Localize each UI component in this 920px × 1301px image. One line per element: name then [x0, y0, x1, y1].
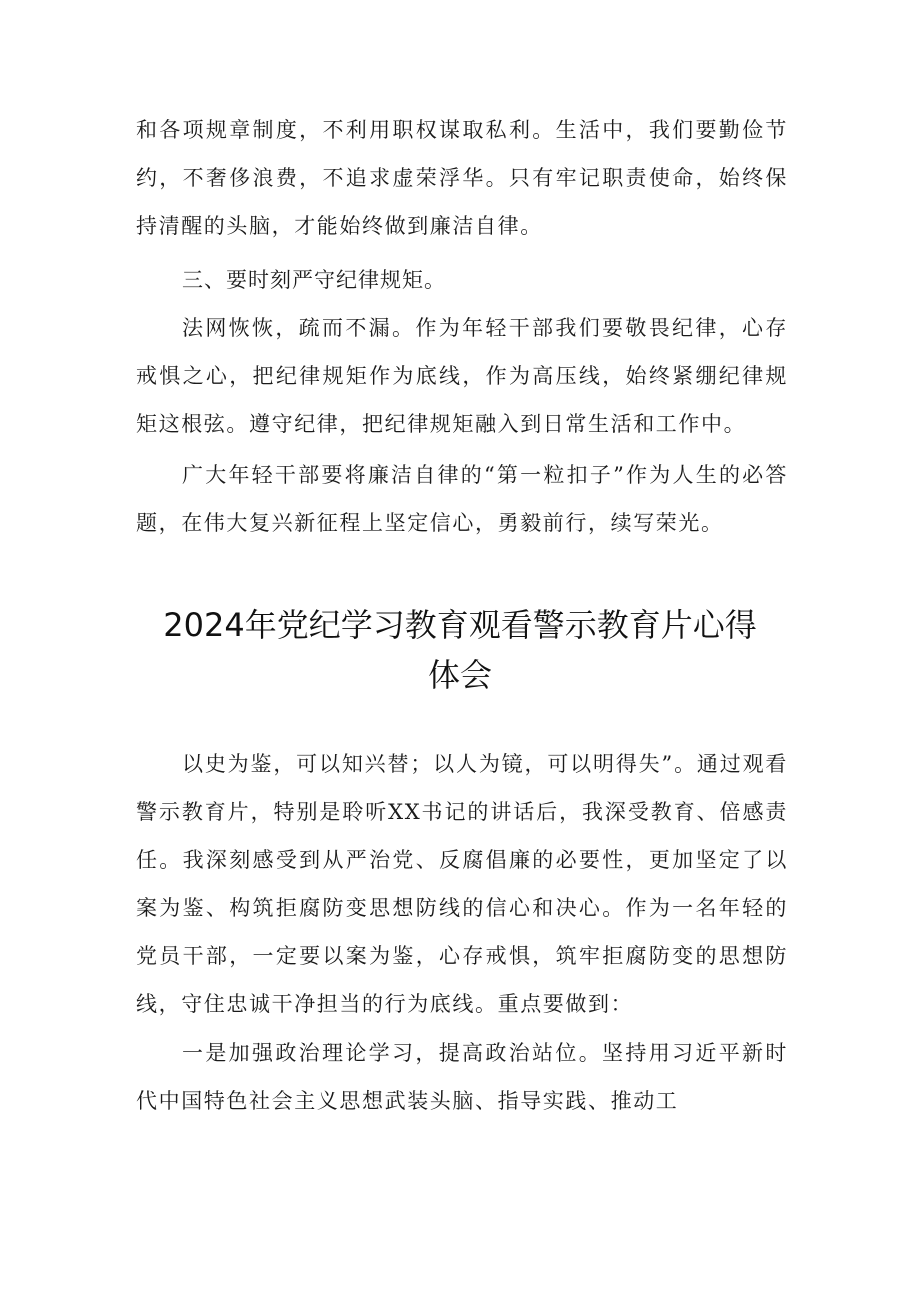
document-title: [110, 600, 810, 700]
paragraph-intro: 以史为鉴，可以知兴替；以人为镜，可以明得失”。通过观看警示教育片，特别是聆听XX书记的讲话后，我深受教育、倍感责任。我深刻感受到从严治党、反腐倡廉的必要性，更加坚定了以案为鉴、构筑拒腐防变思想防线的信心和决心。作为一名年轻的党员干部，一定要以案为鉴，心存戒惧，筑牢拒腐防变的思想防线，守住忠诚干净担当的行为底线。重点要做到：: [136, 752, 788, 1016]
paragraph-point-one: 一是加强政治理论学习，提高政治站位。坚持用习近平新时代中国特色社会主义思想武装头脑、指导实践、推动工: [136, 1041, 788, 1113]
paragraph-continuation: 和各项规章制度，不利用职权谋取私利。生活中，我们要勤俭节约，不奢侈浪费，不追求虚荣浮华。只有牢记职责使命，始终保持清醒的头脑，才能始终做到廉洁自律。: [136, 118, 788, 238]
paragraph-discipline: 法网恢恢，疏而不漏。作为年轻干部我们要敬畏纪律，心存戒惧之心，把纪律规矩作为底线，作为高压线，始终紧绷纪律规矩这根弦。遵守纪律，把纪律规矩融入到日常生活和工作中。: [136, 316, 788, 436]
section-heading: 三、要时刻严守纪律规矩。: [182, 268, 446, 292]
document-title-line1: 2024年党纪学习教育观看警示教育片心得: [163, 606, 757, 644]
paragraph-conclusion: 广大年轻干部要将廉洁自律的“第一粒扣子”作为人生的必答题，在伟大复兴新征程上坚定信心，勇毅前行，续写荣光。: [136, 463, 788, 535]
document-title-line2: 体会: [427, 656, 492, 694]
